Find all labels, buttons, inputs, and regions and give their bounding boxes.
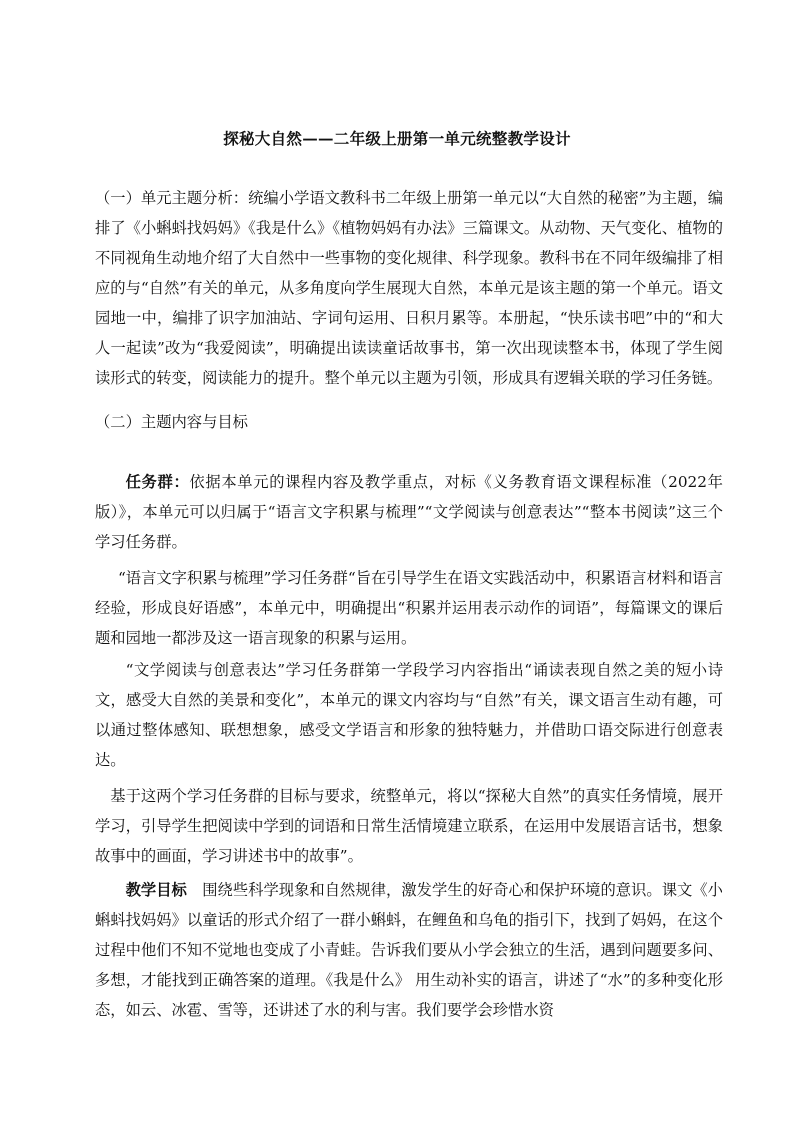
section1-paragraph: （一）单元主题分析：统编小学语文教科书二年级上册第一单元以“大自然的秘密”为主题，编排了《小蝌蚪找妈妈》《我是什么》《植物妈妈有办法》三篇课文。从动物、天气变化、植物的不同视角生动地介绍了大自然中一些事物的变化规律、科学现象。教科书在不同年级编排了相应的与“自然”有关的单元，从多角度向学生展现大自然，本单元是该主题的第一个单元。语文园地一中，编排了识字加油站、字词句运用、日积月累等。本册起，“快乐读书吧”中的“和大人一起读”改为“我爱阅读”，明确提出读读童话故事书，第一次出现读整本书，体现了学生阅读形式的转变，阅读能力的提升。整个单元以主题为引领，形成具有逻辑关联的学习任务链。 bbox=[95, 189, 723, 387]
language-task-paragraph: “语言文字积累与梳理”学习任务群“旨在引导学生在语文实践活动中，积累语言材料和语言经验，形成良好语感”，本单元中，明确提出“积累并运用表示动作的词语”，每篇课文的课后题和园地一都涉及这一语言现象的积累与运用。 bbox=[95, 569, 723, 647]
document-title: 探秘大自然——二年级上册第一单元统整教学设计 bbox=[223, 129, 571, 148]
task-group-text: 依据本单元的课程内容及教学重点，对标《义务教育语文课程标准（2022年版）》，本单元可以归属于“语言文字积累与梳理”“文学阅读与创意表达”“整本书阅读”这三个学习任务群。 bbox=[95, 473, 723, 551]
teaching-goal-paragraph bbox=[95, 875, 723, 1025]
teaching-goal-label: 教学目标 bbox=[125, 881, 187, 899]
teaching-goal-text: 围绕些科学现象和自然规律，激发学生的好奇心和保护环境的意识。课文《小蝌蚪找妈妈》以童话的形式介绍了一群小蝌蚪，在鲤鱼和乌龟的指引下，找到了妈妈，在这个过程中他们不知不觉地也变成了小青蛙。告诉我们要从小学会独立的生活，遇到问题要多问、多想，才能找到正确答案的道理。《我是什么》 用生动补实的语言，讲述了“水”的多种变化形态，如云、冰雹、雪等，还讲述了水的利与害。我们要学会珍惜水资 bbox=[95, 881, 723, 1019]
task-group-label: 任务群： bbox=[125, 473, 190, 491]
task-context-paragraph: 基于这两个学习任务群的目标与要求，统整单元，将以“探秘大自然”的真实任务情境，展开学习，引导学生把阅读中学到的词语和日常生活情境建立联系，在运用中发展语言话书，想象故事中的画面，学习讲述书中的故事”。 bbox=[95, 787, 723, 865]
section2-heading: （二）主题内容与目标 bbox=[95, 413, 248, 431]
literature-task-paragraph: “文学阅读与创意表达”学习任务群第一学段学习内容指出“诵读表现自然之美的短小诗文，感受大自然的美景和变化”，本单元的课文内容均与“自然”有关，课文语言生动有趣，可以通过整体感知、联想想象，感受文学语言和形象的独特魅力，并借助口语交际进行创意表达。 bbox=[95, 661, 723, 769]
task-group-paragraph bbox=[95, 467, 723, 557]
